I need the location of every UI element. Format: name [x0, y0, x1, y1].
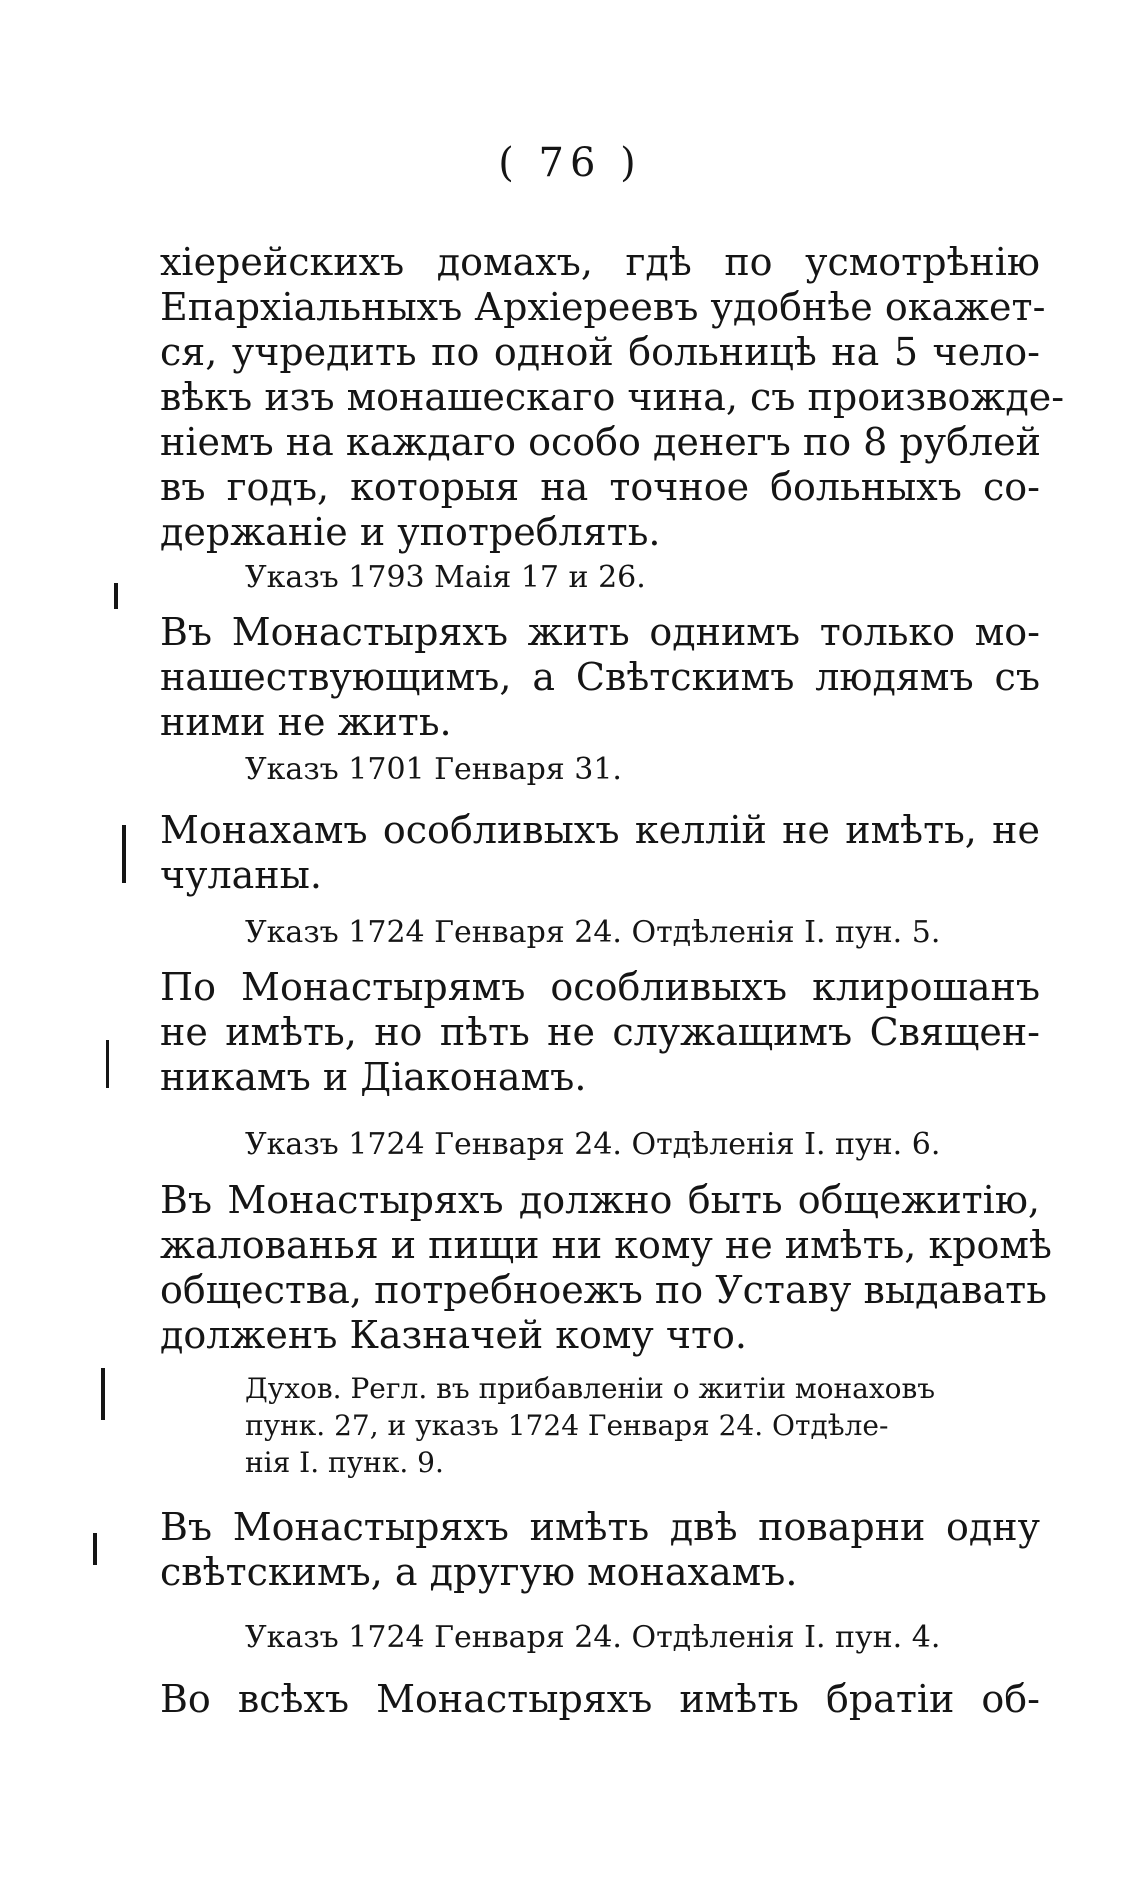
text-line: долженъ Казначей кому что.	[160, 1313, 747, 1357]
text-line: никамъ и Діаконамъ.	[160, 1055, 587, 1099]
text-line: не имѣть, но пѣть не служащимъ Священ-	[160, 1010, 1040, 1054]
text-line: Во всѣхъ Монастыряхъ имѣть братіи об-	[160, 1677, 1040, 1721]
decree-reference: Указъ 1701 Генваря 31.	[245, 752, 622, 787]
text-line: Епархіальныхъ Архіереевъ удобнѣе окажет-	[160, 285, 1046, 329]
margin-mark	[106, 1040, 109, 1088]
text-line: ніемъ на каждаго особо денегъ по 8 рублей	[160, 420, 1041, 464]
text-line: По Монастырямъ особливыхъ клирошанъ	[160, 965, 1040, 1009]
text-line: хіерейскихъ домахъ, гдѣ по усмотрѣнію	[160, 240, 1040, 284]
margin-mark	[114, 583, 118, 609]
text-line: ся, учредить по одной больницѣ на 5 чело-	[160, 330, 1040, 374]
decree-reference: Указъ 1724 Генваря 24. Отдѣленія I. пун. 5.	[245, 915, 941, 950]
text-line: Въ Монастыряхъ жить однимъ только мо-	[160, 610, 1040, 654]
page-number: ( 76 )	[498, 140, 642, 186]
regulation-reference	[245, 1370, 1045, 1481]
reference-line: Духов. Регл. въ прибавленіи о житіи монаховъ	[245, 1372, 936, 1405]
decree-reference: Указъ 1724 Генваря 24. Отдѣленія I. пун. 4.	[245, 1620, 941, 1655]
decree-reference: Указъ 1724 Генваря 24. Отдѣленія I. пун. 6.	[245, 1127, 941, 1162]
text-line: свѣтскимъ, а другую монахамъ.	[160, 1550, 798, 1594]
text-line: держаніе и употреблять.	[160, 510, 661, 554]
text-line: вѣкъ изъ монашескаго чина, съ произвожде-	[160, 375, 1065, 419]
text-line: чуланы.	[160, 853, 322, 897]
text-line: Монахамъ особливыхъ келлій не имѣть, не	[160, 808, 1040, 852]
text-line: Въ Монастыряхъ должно быть общежитію,	[160, 1178, 1040, 1222]
text-line: Въ Монастыряхъ имѣть двѣ поварни одну	[160, 1505, 1040, 1549]
decree-reference: Указъ 1793 Маія 17 и 26.	[245, 560, 646, 595]
paragraph-choristers	[160, 965, 1040, 1100]
paragraph-seculars	[160, 610, 1040, 745]
paragraph-common-life	[160, 1178, 1052, 1358]
text-line: ними не жить.	[160, 700, 452, 744]
text-line: нашествующимъ, а Свѣтскимъ людямъ съ	[160, 655, 1040, 699]
margin-mark	[101, 1368, 105, 1420]
reference-line: нія I. пунк. 9.	[245, 1446, 444, 1479]
margin-mark	[122, 825, 126, 883]
reference-line: пунк. 27, и указъ 1724 Генваря 24. Отдѣле-	[245, 1409, 889, 1442]
paragraph-brethren	[160, 1677, 1040, 1722]
paragraph-kitchens	[160, 1505, 1040, 1595]
paragraph-cells	[160, 808, 1040, 898]
paragraph-hospitals	[160, 240, 1065, 555]
text-line: въ годъ, которыя на точное больныхъ со-	[160, 465, 1040, 509]
text-line: общества, потребноежъ по Уставу выдавать	[160, 1268, 1047, 1312]
text-line: жалованья и пищи ни кому не имѣть, кромѣ	[160, 1223, 1052, 1267]
margin-mark	[93, 1533, 97, 1565]
